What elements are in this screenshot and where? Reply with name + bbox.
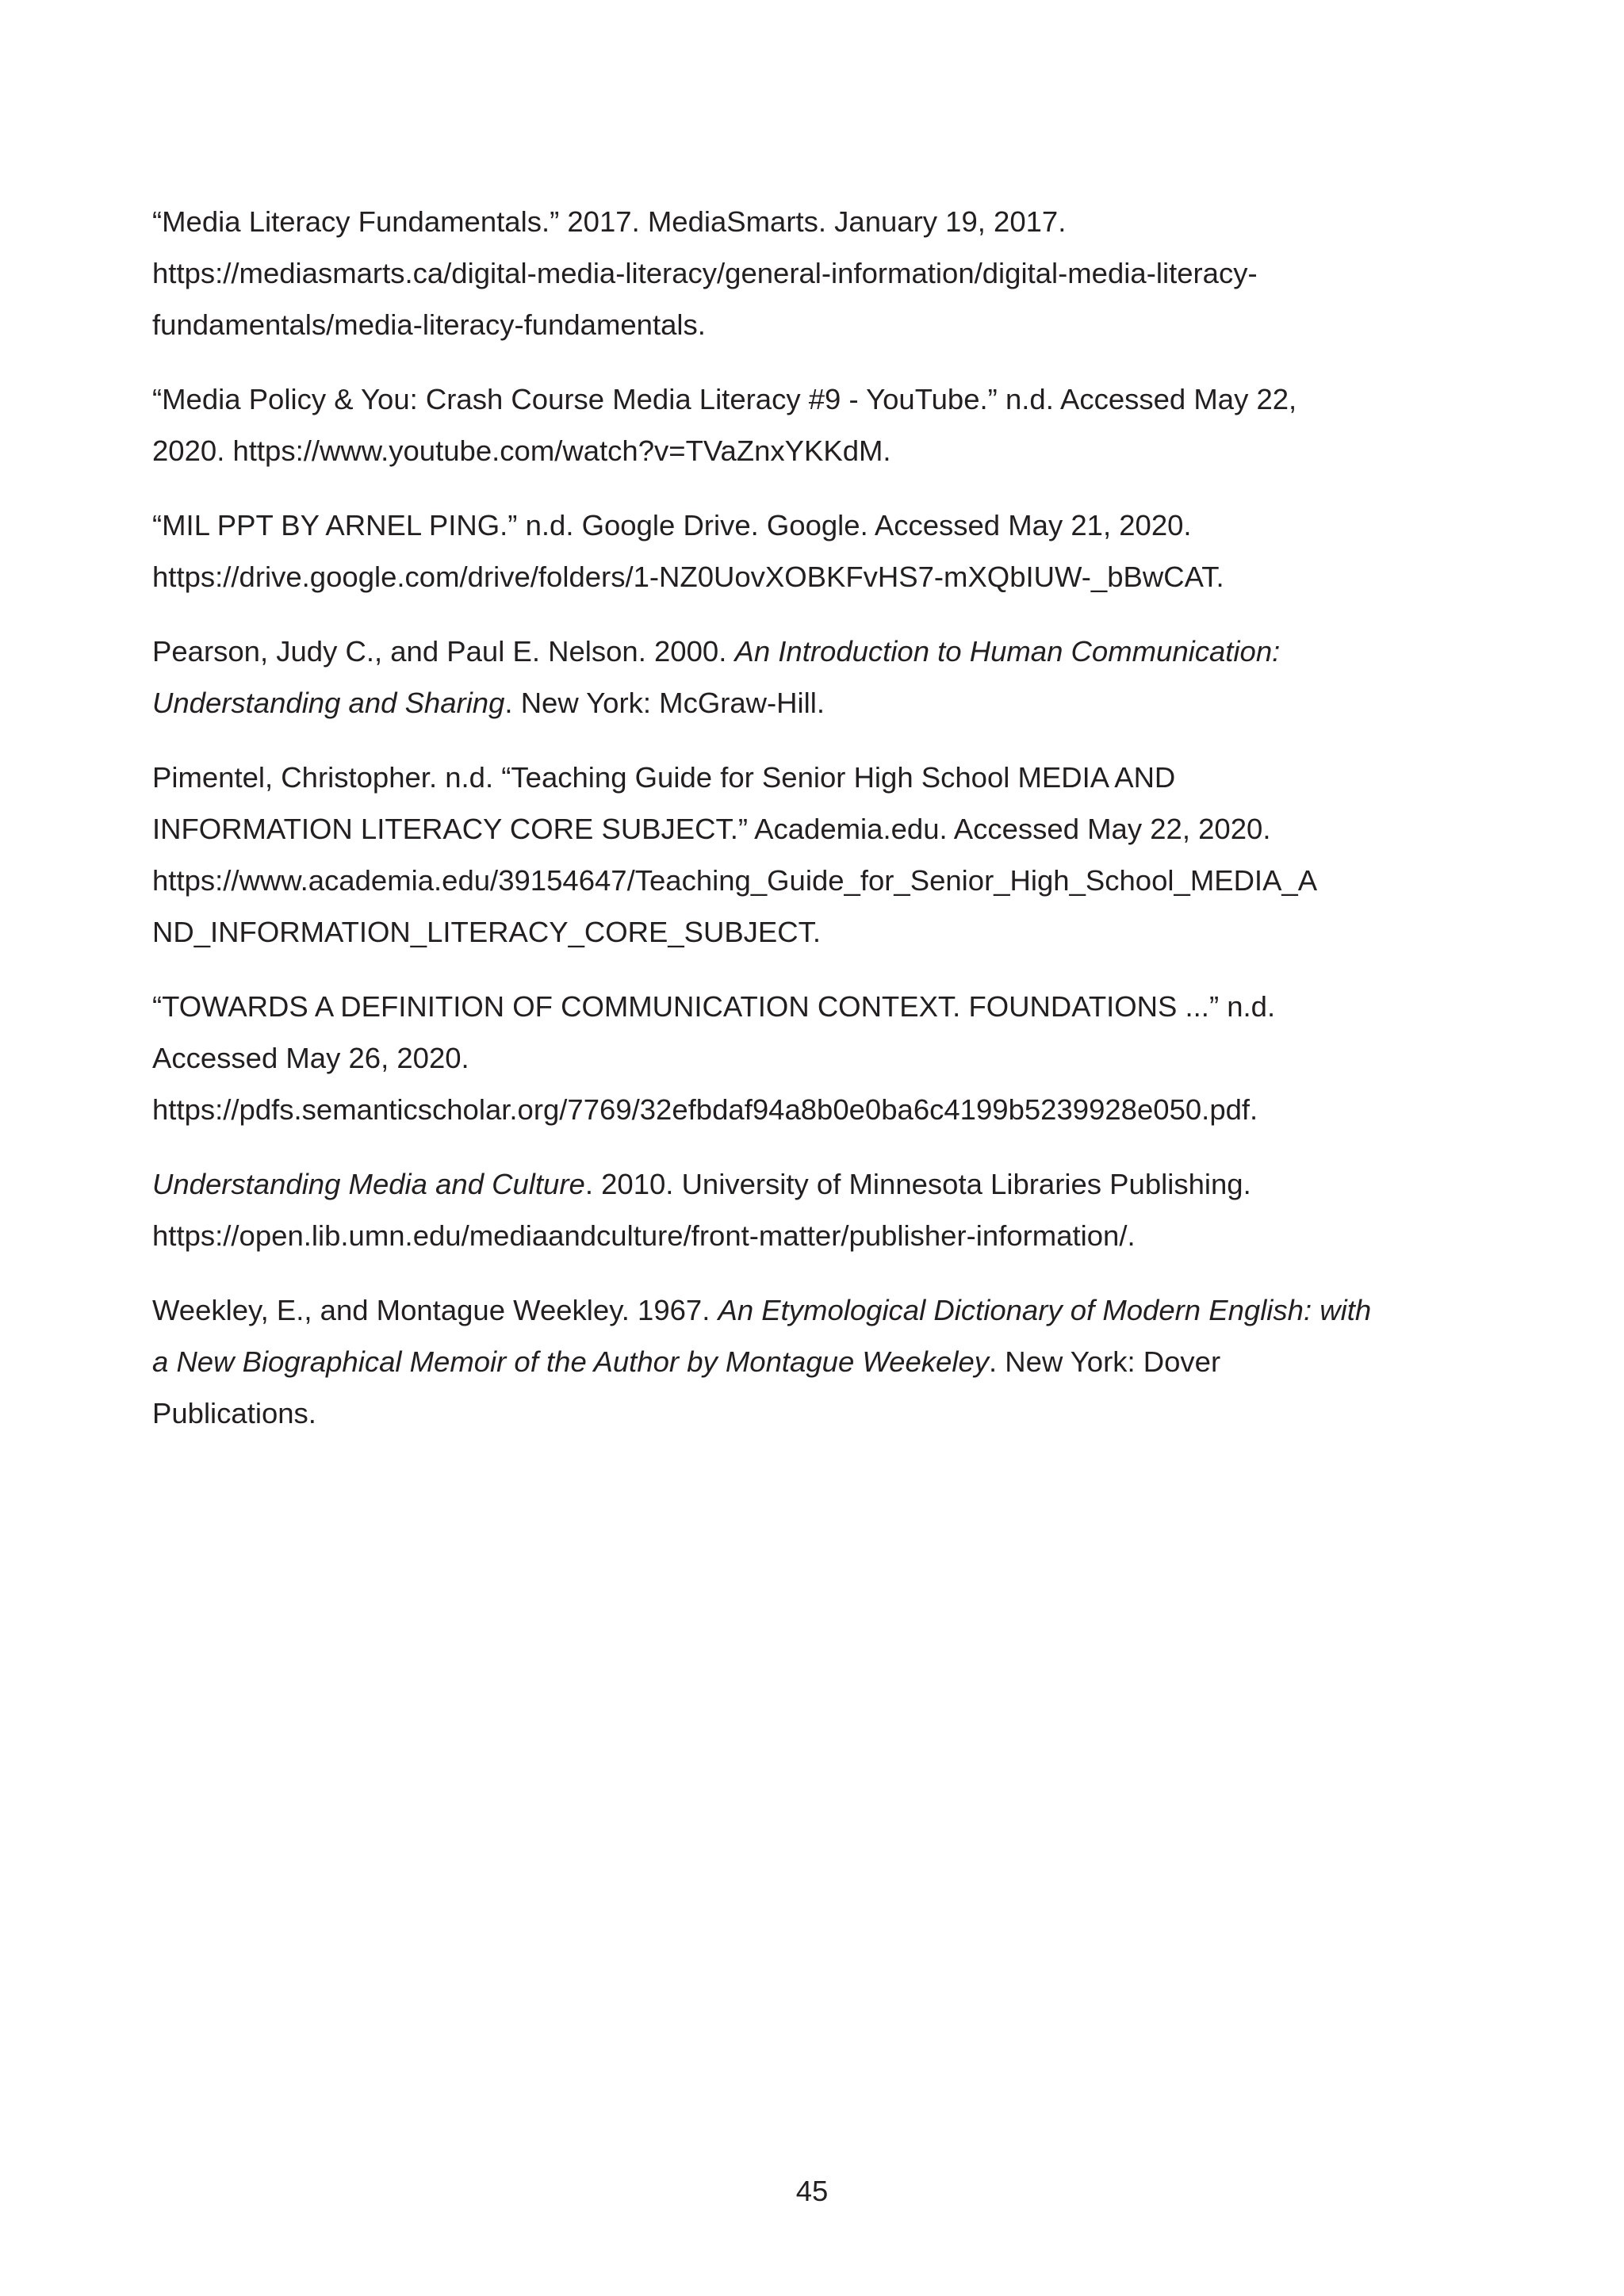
reference-text: Publications. [152, 1397, 316, 1429]
reference-entry [152, 1284, 1453, 1439]
reference-line [152, 677, 1453, 729]
reference-text: “Media Literacy Fundamentals.” 2017. MediaSmarts. January 19, 2017. [152, 205, 1067, 238]
reference-entry [152, 1158, 1453, 1261]
reference-line [152, 196, 1453, 247]
reference-title: a New Biographical Memoir of the Author by Montague Weekeley [152, 1345, 989, 1378]
reference-entry [152, 981, 1453, 1135]
reference-line [152, 752, 1453, 803]
reference-url: ND_INFORMATION_LITERACY_CORE_SUBJECT. [152, 916, 822, 948]
reference-line [152, 247, 1453, 299]
reference-line [152, 803, 1453, 855]
reference-text: . New York: Dover [989, 1345, 1221, 1378]
reference-text: INFORMATION LITERACY CORE SUBJECT.” Academia.edu. Accessed May 22, 2020. [152, 813, 1271, 845]
reference-line [152, 1336, 1453, 1387]
reference-url: https://pdfs.semanticscholar.org/7769/32efbdaf94a8b0e0ba6c4199b5239928e050.pdf. [152, 1093, 1258, 1126]
reference-url: https://www.academia.edu/39154647/Teaching_Guide_for_Senior_High_School_MEDIA_A [152, 864, 1318, 897]
reference-url: https://mediasmarts.ca/digital-media-literacy/general-information/digital-media-literacy- [152, 257, 1258, 289]
reference-line [152, 1210, 1453, 1261]
reference-text: Accessed May 26, 2020. [152, 1042, 469, 1074]
reference-line [152, 626, 1453, 677]
reference-line [152, 1084, 1453, 1135]
reference-title: Understanding and Sharing [152, 687, 505, 719]
reference-text: . 2010. University of Minnesota Libraries Publishing. [584, 1168, 1251, 1200]
reference-entry [152, 499, 1453, 603]
page-number: 45 [795, 2175, 829, 2207]
reference-text: Pimentel, Christopher. n.d. “Teaching Guide for Senior High School MEDIA AND [152, 761, 1176, 794]
reference-line [152, 906, 1453, 958]
reference-entry [152, 373, 1453, 476]
reference-line [152, 499, 1453, 551]
reference-line [152, 1387, 1453, 1439]
reference-title: An Etymological Dictionary of Modern English: with [718, 1294, 1372, 1326]
reference-url: fundamentals/media-literacy-fundamentals. [152, 308, 706, 341]
reference-entry [152, 196, 1453, 350]
reference-text: “Media Policy & You: Crash Course Media Literacy #9 - YouTube.” n.d. Accessed May 22, [152, 383, 1297, 415]
reference-text: Weekley, E., and Montague Weekley. 1967. [152, 1294, 718, 1326]
reference-title: An Introduction to Human Communication: [734, 635, 1281, 668]
reference-line [152, 1284, 1453, 1336]
reference-line [152, 981, 1453, 1032]
reference-text: . New York: McGraw-Hill. [504, 687, 825, 719]
reference-url: https://open.lib.umn.edu/mediaandculture/front-matter/publisher-information/. [152, 1219, 1136, 1252]
reference-line [152, 299, 1453, 350]
reference-entry [152, 752, 1453, 958]
reference-line [152, 855, 1453, 906]
reference-line [152, 1032, 1453, 1084]
reference-entry [152, 626, 1453, 729]
reference-text: Pearson, Judy C., and Paul E. Nelson. 2000. [152, 635, 735, 668]
reference-line [152, 373, 1453, 425]
reference-line [152, 551, 1453, 603]
reference-url: https://drive.google.com/drive/folders/1-NZ0UovXOBKFvHS7-mXQbIUW-_bBwCAT. [152, 561, 1224, 593]
reference-text: 2020. https://www.youtube.com/watch?v=TVaZnxYKKdM. [152, 434, 891, 467]
reference-text: “TOWARDS A DEFINITION OF COMMUNICATION CONTEXT. FOUNDATIONS ...” n.d. [152, 990, 1276, 1023]
reference-line [152, 425, 1453, 476]
reference-text: “MIL PPT BY ARNEL PING.” n.d. Google Drive. Google. Accessed May 21, 2020. [152, 509, 1192, 541]
reference-title: Understanding Media and Culture [152, 1168, 585, 1200]
reference-list [152, 196, 1453, 1462]
reference-line [152, 1158, 1453, 1210]
